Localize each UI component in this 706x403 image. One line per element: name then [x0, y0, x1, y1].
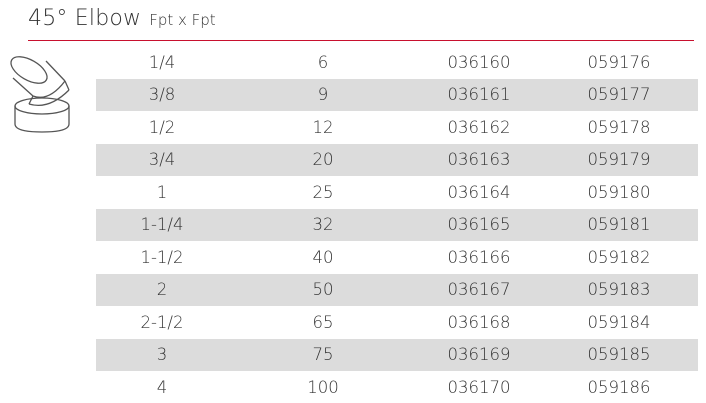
table-row: [96, 144, 698, 177]
size-cell: 3/4: [148, 150, 176, 170]
metric-size-cell: 6: [317, 52, 329, 72]
part-number-cell: 036167: [447, 280, 511, 300]
metric-size-cell: 32: [312, 215, 334, 235]
table-row: [96, 209, 698, 242]
alt-part-number-cell: 059185: [587, 345, 651, 365]
metric-size-cell: 25: [312, 182, 334, 202]
table-row: [96, 46, 698, 79]
size-cell: 4: [156, 377, 168, 397]
part-number-cell: 036160: [447, 52, 511, 72]
metric-size-cell: 65: [312, 312, 334, 332]
metric-size-cell: 12: [312, 117, 334, 137]
header-divider: [28, 40, 694, 41]
size-cell: 1/4: [148, 52, 176, 72]
product-header: [28, 6, 216, 31]
size-cell: 2: [156, 280, 168, 300]
size-cell: 3: [156, 345, 168, 365]
product-title: 45° Elbow: [28, 6, 142, 31]
alt-part-number-cell: 059179: [587, 150, 651, 170]
metric-size-cell: 100: [307, 377, 339, 397]
size-cell: 1-1/4: [140, 215, 184, 235]
part-number-cell: 036169: [447, 345, 511, 365]
table-row: [96, 371, 698, 403]
table-row: [96, 79, 698, 112]
part-number-cell: 036161: [447, 85, 511, 105]
part-number-cell: 036162: [447, 117, 511, 137]
part-number-cell: 036165: [447, 215, 511, 235]
alt-part-number-cell: 059177: [587, 85, 651, 105]
table-row: [96, 176, 698, 209]
part-number-cell: 036164: [447, 182, 511, 202]
alt-part-number-cell: 059183: [587, 280, 651, 300]
size-table: [96, 46, 698, 403]
table-row: [96, 339, 698, 372]
table-row: [96, 241, 698, 274]
table-row: [96, 274, 698, 307]
metric-size-cell: 50: [312, 280, 334, 300]
table-row: [96, 111, 698, 144]
part-number-cell: 036170: [447, 377, 511, 397]
product-subtitle: Fpt x Fpt: [149, 11, 216, 29]
alt-part-number-cell: 059182: [587, 247, 651, 267]
alt-part-number-cell: 059186: [587, 377, 651, 397]
metric-size-cell: 20: [312, 150, 334, 170]
size-cell: 1-1/2: [140, 247, 184, 267]
size-cell: 1/2: [148, 117, 176, 137]
size-cell: 2-1/2: [140, 312, 184, 332]
size-cell: 3/8: [148, 85, 176, 105]
table-row: [96, 306, 698, 339]
metric-size-cell: 40: [312, 247, 334, 267]
elbow-45-fitting-icon: [5, 48, 87, 134]
alt-part-number-cell: 059178: [587, 117, 651, 137]
metric-size-cell: 75: [312, 345, 334, 365]
alt-part-number-cell: 059184: [587, 312, 651, 332]
alt-part-number-cell: 059176: [587, 52, 651, 72]
alt-part-number-cell: 059181: [587, 215, 651, 235]
metric-size-cell: 9: [317, 85, 329, 105]
part-number-cell: 036166: [447, 247, 511, 267]
alt-part-number-cell: 059180: [587, 182, 651, 202]
size-cell: 1: [156, 182, 168, 202]
part-number-cell: 036168: [447, 312, 511, 332]
part-number-cell: 036163: [447, 150, 511, 170]
